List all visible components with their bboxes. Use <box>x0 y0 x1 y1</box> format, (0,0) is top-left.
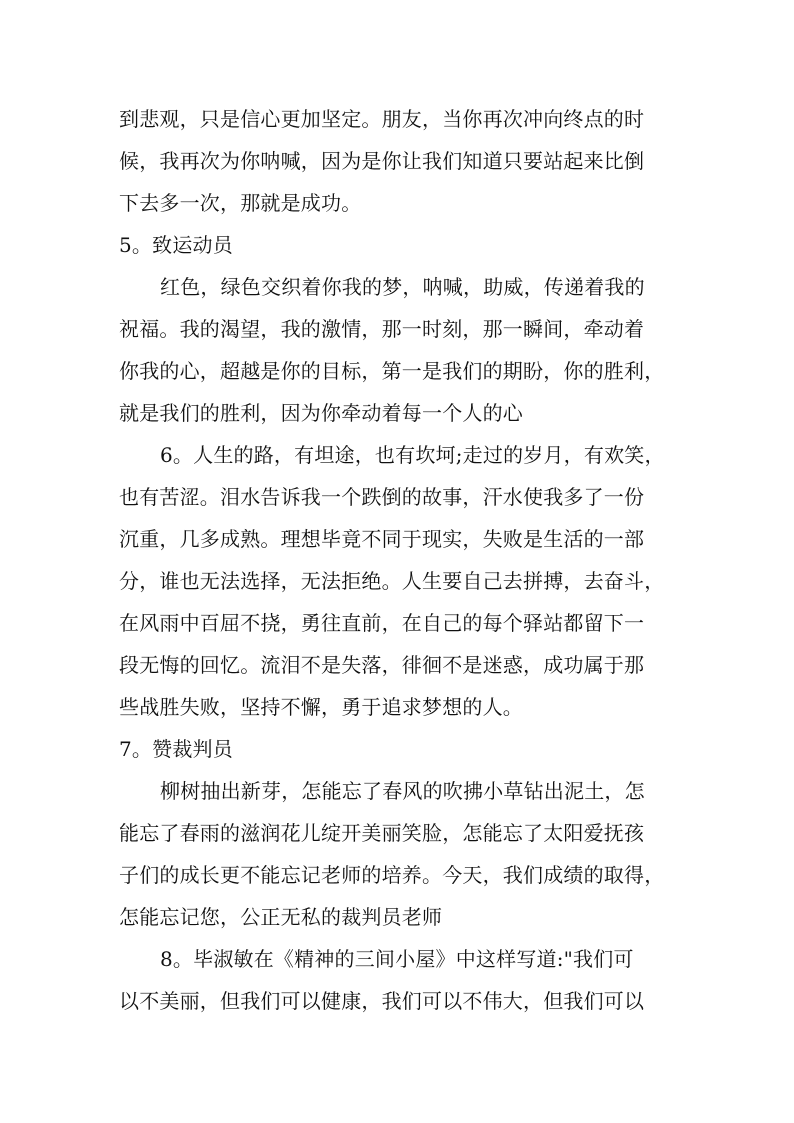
paragraph-line: 祝福。我的渴望，我的激情，那一时刻，那一瞬间，牵动着 <box>119 317 645 341</box>
paragraph-line: 子们的成长更不能忘记老师的培养。今天，我们成绩的取得， <box>119 863 665 887</box>
paragraph-line: 你我的心，超越是你的目标，第一是我们的期盼，你的胜利， <box>119 359 665 383</box>
paragraph-line: 怎能忘记您，公正无私的裁判员老师 <box>119 905 443 929</box>
section-heading: 7。赞裁判员 <box>119 737 233 761</box>
paragraph-line: 也有苦涩。泪水告诉我一个跌倒的故事，汗水使我多了一份 <box>119 485 645 509</box>
paragraph-line: 6。人生的路，有坦途，也有坎坷;走过的岁月，有欢笑， <box>160 443 665 467</box>
paragraph-line: 些战胜失败，坚持不懈，勇于追求梦想的人。 <box>119 695 523 719</box>
paragraph-line: 到悲观，只是信心更加坚定。朋友，当你再次冲向终点的时 <box>119 107 645 131</box>
paragraph-line: 分，谁也无法选择，无法拒绝。人生要自己去拼搏，去奋斗， <box>119 569 665 593</box>
paragraph-line: 8。毕淑敏在《精神的三间小屋》中这样写道:"我们可 <box>160 947 634 971</box>
paragraph-line: 能忘了春雨的滋润花儿绽开美丽笑脸，怎能忘了太阳爱抚孩 <box>119 821 645 845</box>
paragraph-line: 在风雨中百屈不挠，勇往直前，在自己的每个驿站都留下一 <box>119 611 645 635</box>
paragraph-line: 沉重，几多成熟。理想毕竟不同于现实，失败是生活的一部 <box>119 527 645 551</box>
section-heading: 5。致运动员 <box>119 233 233 257</box>
paragraph-line: 柳树抽出新芽，怎能忘了春风的吹拂小草钻出泥土，怎 <box>160 779 645 803</box>
paragraph-line: 候，我再次为你呐喊，因为是你让我们知道只要站起来比倒 <box>119 149 645 173</box>
paragraph-line: 以不美丽，但我们可以健康，我们可以不伟大，但我们可以 <box>119 989 645 1013</box>
paragraph-line: 就是我们的胜利，因为你牵动着每一个人的心 <box>119 401 523 425</box>
paragraph-line: 段无悔的回忆。流泪不是失落，徘徊不是迷惑，成功属于那 <box>119 653 645 677</box>
paragraph-line: 红色，绿色交织着你我的梦，呐喊，助威，传递着我的 <box>160 275 645 299</box>
paragraph-line: 下去多一次，那就是成功。 <box>119 191 362 215</box>
